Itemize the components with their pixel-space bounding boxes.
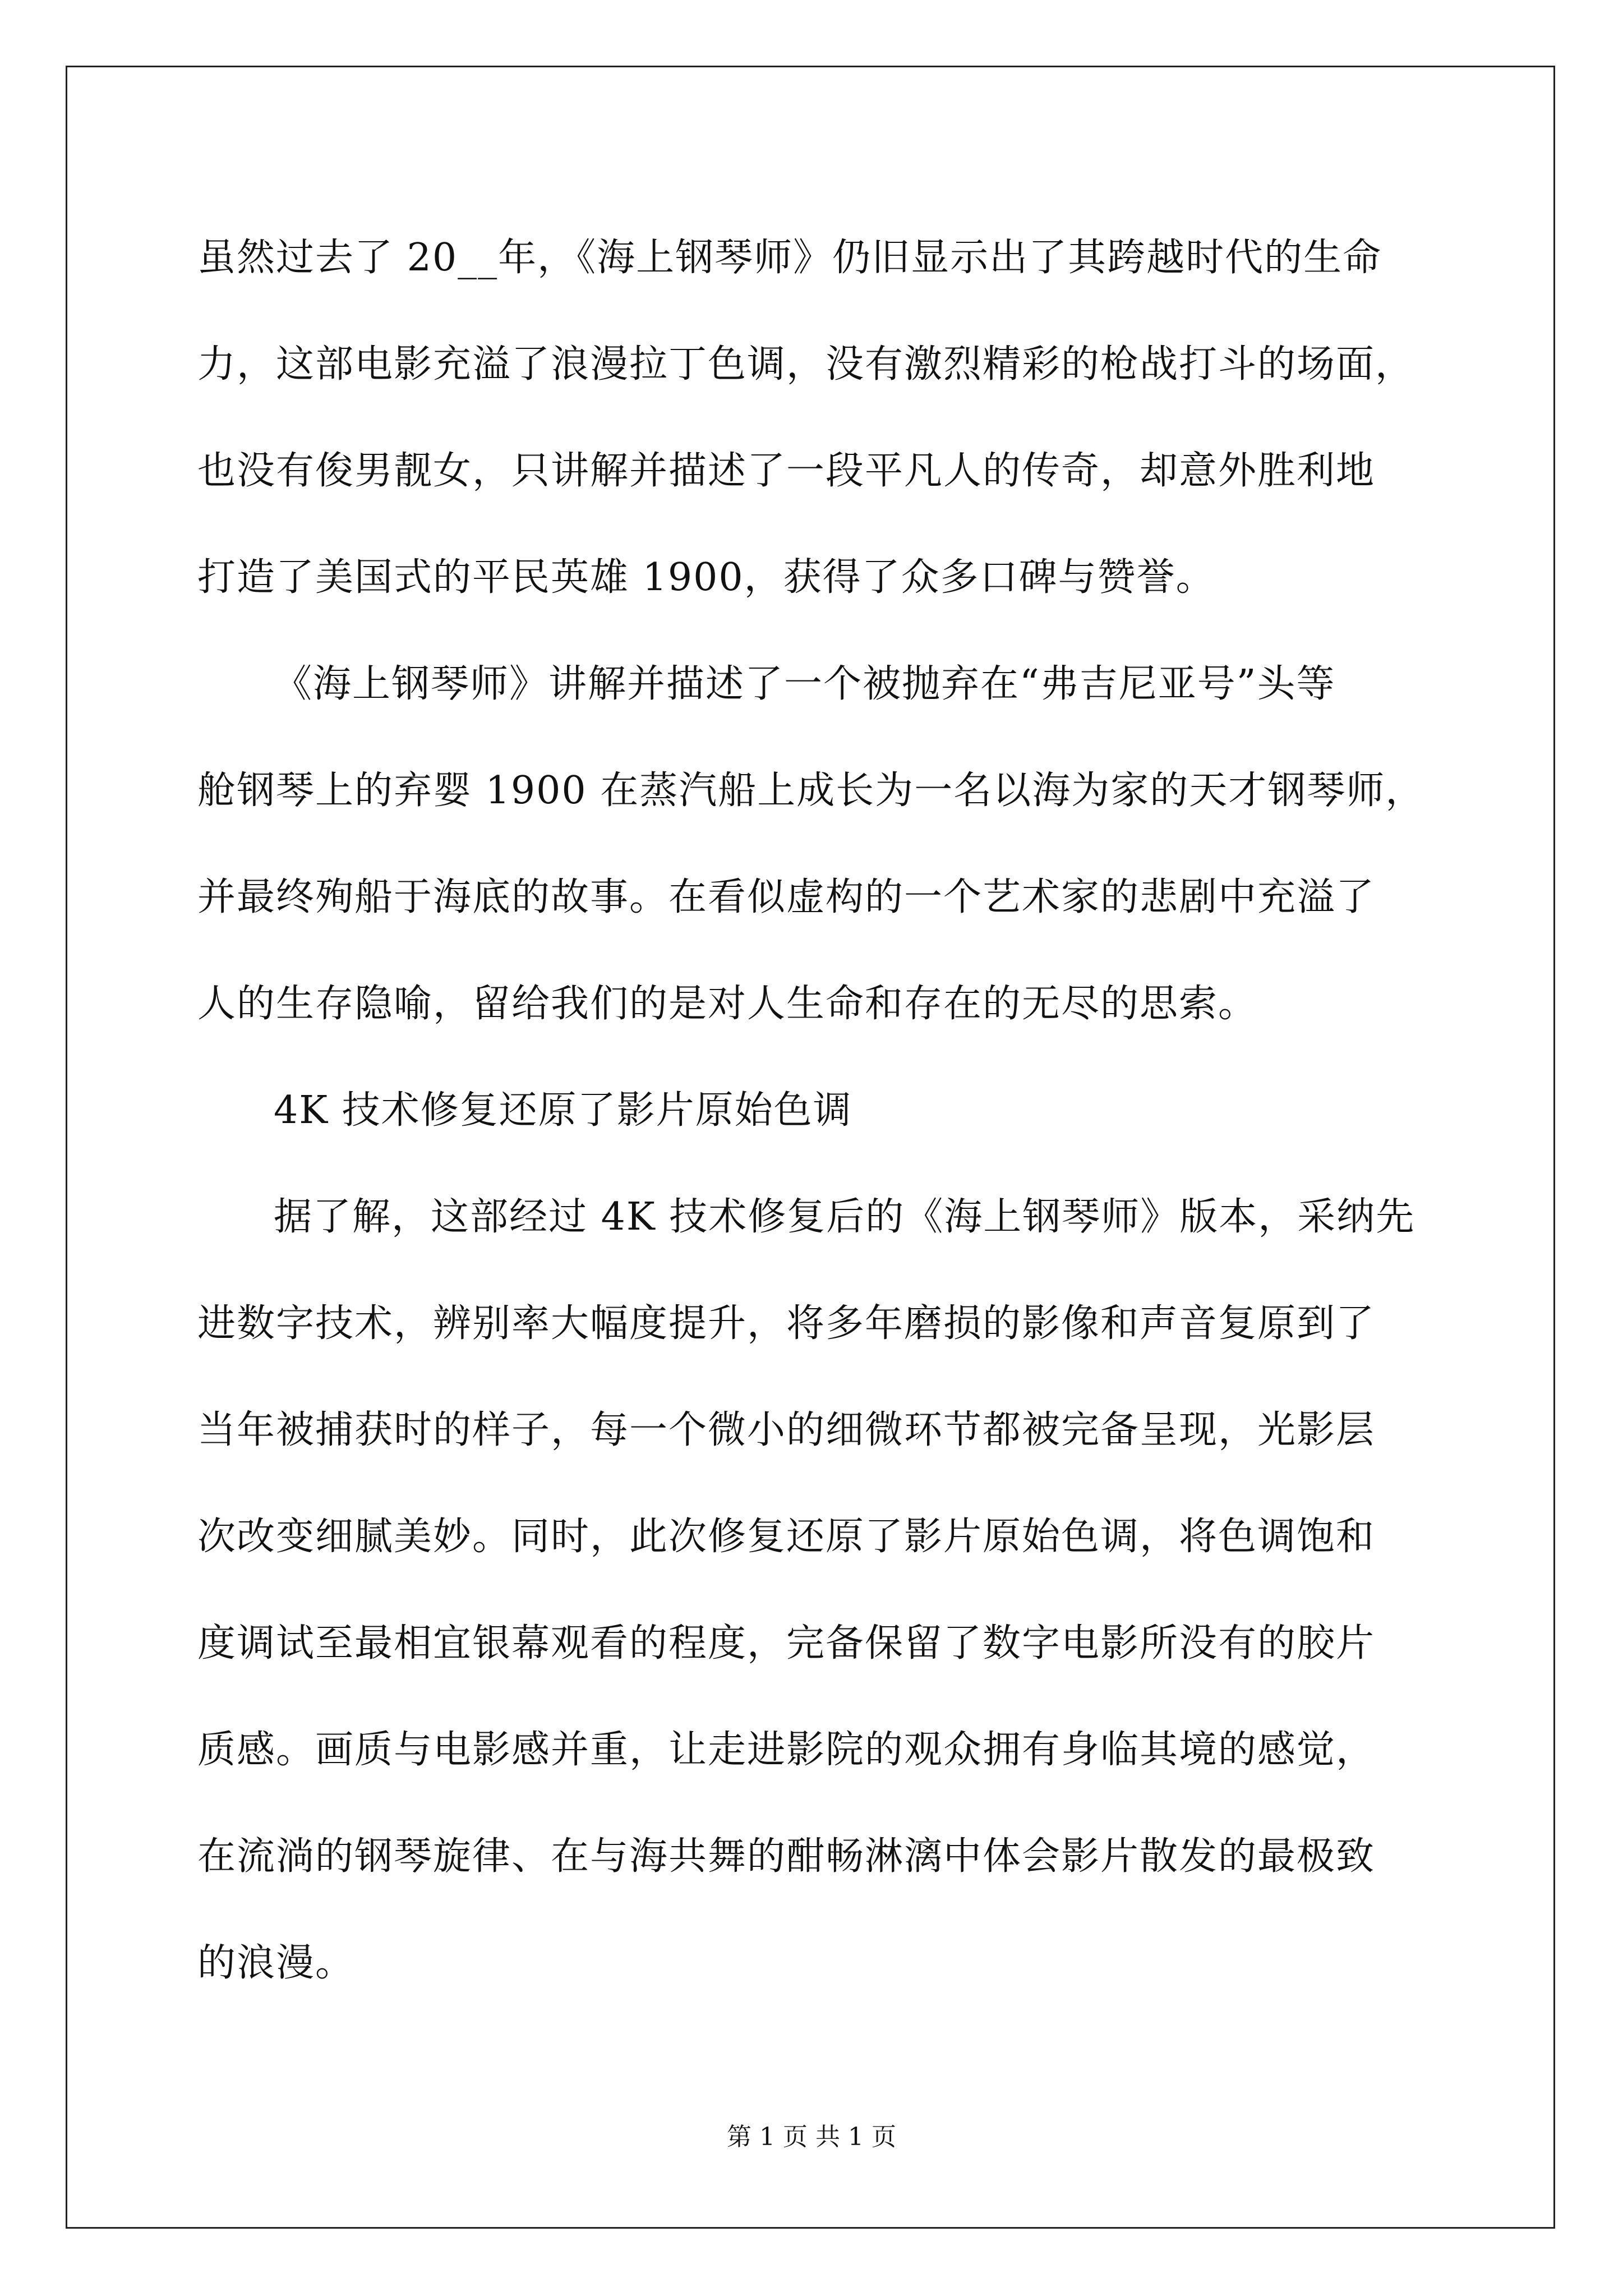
paragraph-2-line-3: 并最终殉船于海底的故事。在看似虚构的一个艺术家的悲剧中充溢了 (197, 875, 1376, 919)
paragraph-4-line-3: 当年被捕获时的样子，每一个微小的细微环节都被完备呈现，光影层 (197, 1408, 1376, 1452)
paragraph-2-line-2: 舱钢琴上的弃婴 1900 在蒸汽船上成长为一名以海为家的天才钢琴师， (197, 769, 1425, 813)
paragraph-1-line-1: 虽然过去了 20__年，《海上钢琴师》仍旧显示出了其跨越时代的生命 (197, 236, 1382, 280)
paragraph-2-line-1: 《海上钢琴师》讲解并描述了一个被抛弃在“弗吉尼亚号”头等 (274, 662, 1336, 706)
page-footer: 第 1 页 共 1 页 (727, 2123, 896, 2151)
paragraph-4-line-6: 质感。画质与电影感并重，让走进影院的观众拥有身临其境的感觉， (197, 1728, 1376, 1772)
paragraph-4-line-1: 据了解，这部经过 4K 技术修复后的《海上钢琴师》版本，采纳先 (274, 1195, 1415, 1239)
paragraph-1-line-2: 力，这部电影充溢了浪漫拉丁色调，没有激烈精彩的枪战打斗的场面， (197, 342, 1415, 386)
paragraph-4-line-5: 度调试至最相宜银幕观看的程度，完备保留了数字电影所没有的胶片 (197, 1621, 1376, 1665)
paragraph-4-line-4: 次改变细腻美妙。同时，此次修复还原了影片原始色调，将色调饱和 (197, 1515, 1376, 1559)
paragraph-1-line-3: 也没有俊男靓女，只讲解并描述了一段平凡人的传奇，却意外胜利地 (197, 449, 1376, 493)
paragraph-4-line-2: 进数字技术，辨别率大幅度提升，将多年磨损的影像和声音复原到了 (197, 1301, 1376, 1346)
paragraph-4-line-8: 的浪漫。 (197, 1941, 355, 1985)
section-heading: 4K 技术修复还原了影片原始色调 (274, 1088, 852, 1133)
paragraph-1-line-4: 打造了美国式的平民英雄 1900，获得了众多口碑与赞誉。 (197, 555, 1215, 600)
paragraph-4-line-7: 在流淌的钢琴旋律、在与海共舞的酣畅淋漓中体会影片散发的最极致 (197, 1834, 1376, 1879)
paragraph-2-line-4: 人的生存隐喻，留给我们的是对人生命和存在的无尽的思索。 (197, 982, 1258, 1026)
